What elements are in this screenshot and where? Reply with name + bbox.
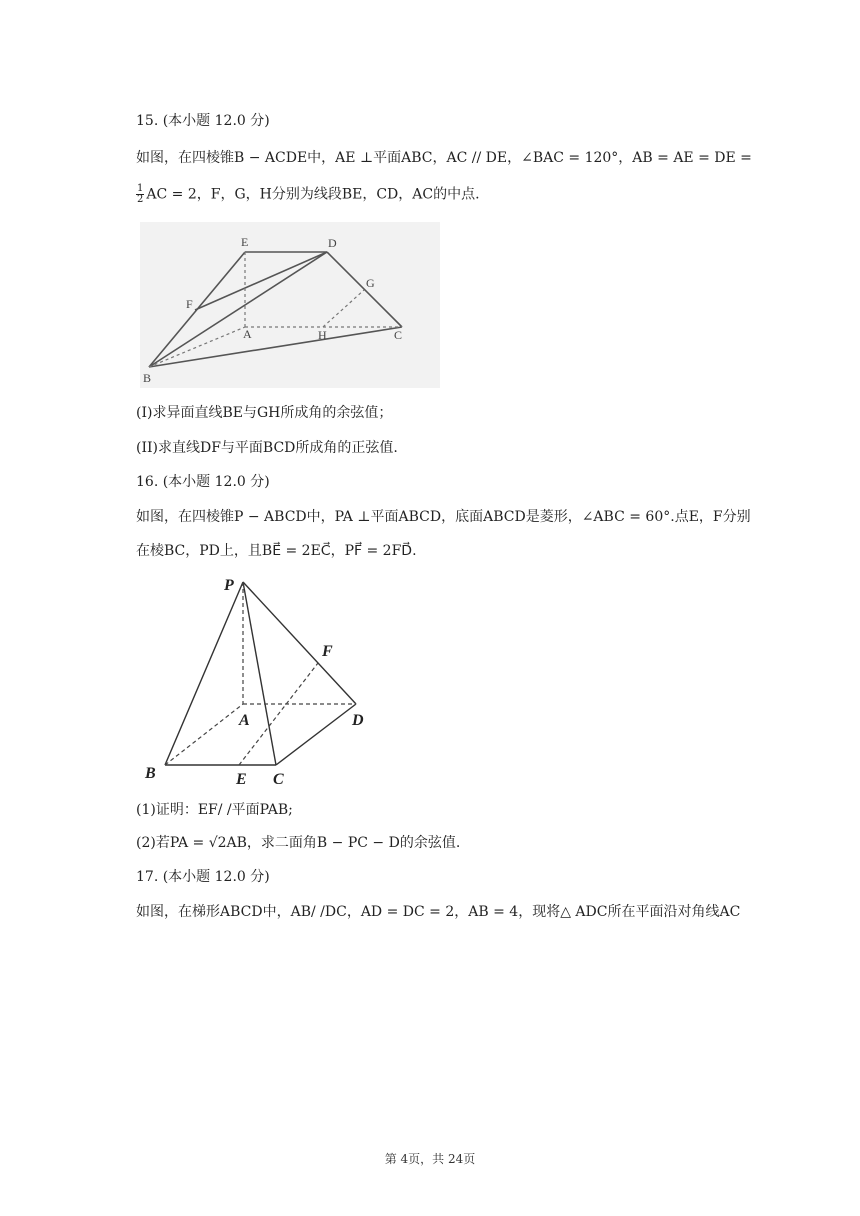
q15-fraction-numerator: 1 [137, 183, 144, 194]
q17-text-line1: 如图，在梯形ABCD中，AB/ /DC，AD = DC = 2，AB = 4，现将△ ADC所在平面沿对角线AC [136, 904, 741, 920]
label-D: D [352, 712, 364, 729]
q15-fraction [136, 184, 144, 205]
label-F: F [186, 297, 193, 311]
label-P: P [224, 577, 234, 594]
q15-figure [140, 222, 440, 388]
page-footer: 第 4页，共 24页 [384, 1152, 476, 1166]
edge-PB [165, 582, 243, 765]
q16-text-line2: 在棱BC，PD上，且BE⃗ = 2EC⃗，PF⃗ = 2FD⃗. [136, 543, 417, 559]
edge-EF [239, 663, 318, 765]
q15-part1: (I)求异面直线BE与GH所成角的余弦值； [136, 405, 393, 421]
label-G: G [366, 276, 375, 290]
label-F: F [322, 643, 333, 660]
edge-PD [243, 582, 356, 704]
label-D: D [328, 236, 337, 250]
edge-BA [165, 704, 243, 765]
q15-text-line1: 如图，在四棱锥B − ACDE中，AE ⊥平面ABC，AC // DE，∠BAC = 120°，AB = AE = DE = [136, 150, 752, 166]
q15-header: 15. (本小题 12.0 分) [136, 113, 270, 129]
label-A: A [243, 327, 252, 341]
q15-figure-background [140, 222, 440, 388]
edge-CD [276, 704, 356, 765]
label-B: B [145, 765, 156, 782]
q15-part2: (II)求直线DF与平面BCD所成角的正弦值. [136, 440, 398, 456]
label-B: B [143, 371, 152, 385]
q16-text-line1: 如图，在四棱锥P − ABCD中，PA ⊥平面ABCD，底面ABCD是菱形，∠ABC = 60°.点E，F分别 [136, 509, 751, 525]
q15-text-line2-rest: AC = 2，F，G，H分别为线段BE，CD，AC的中点. [146, 186, 480, 203]
label-E: E [241, 235, 249, 249]
q17-header: 17. (本小题 12.0 分) [136, 869, 270, 885]
q15-text-line2 [136, 184, 480, 205]
label-H: H [318, 328, 327, 342]
q16-header: 16. (本小题 12.0 分) [136, 474, 270, 490]
q16-part1: (1)证明：EF/ /平面PAB; [136, 802, 293, 818]
q16-part2: (2)若PA = √2AB，求二面角B − PC − D的余弦值. [136, 835, 461, 851]
label-C: C [273, 771, 284, 788]
q16-figure [140, 572, 390, 792]
edge-PC [243, 582, 276, 765]
label-E: E [236, 771, 247, 788]
label-A: A [239, 712, 250, 729]
q15-fraction-denominator: 2 [137, 194, 144, 205]
label-C: C [394, 328, 403, 342]
